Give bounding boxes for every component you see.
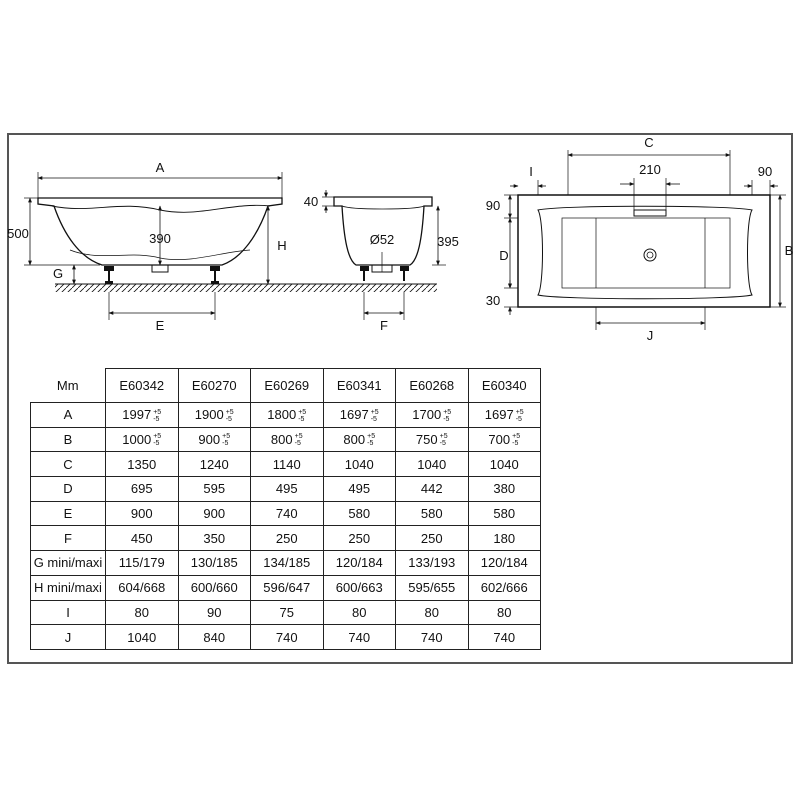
table-cell xyxy=(468,501,541,526)
dim-label-90-left: 90 xyxy=(485,198,501,213)
table-cell xyxy=(106,403,179,428)
cell-value: 80 xyxy=(352,604,367,620)
cell-value: 133/193 xyxy=(408,555,456,571)
table-cell xyxy=(396,526,469,551)
table-row xyxy=(31,600,541,625)
cell-value: 80 xyxy=(424,604,439,620)
cell-value: 580 xyxy=(348,506,371,522)
row-label: J xyxy=(31,625,106,650)
dim-label-A: A xyxy=(155,160,165,175)
cell-value: 604/668 xyxy=(118,580,166,596)
cell-value: 740 xyxy=(275,506,298,522)
tolerance-minus: -5 xyxy=(225,415,232,423)
tolerance-plus: +5 xyxy=(370,408,379,416)
tolerance-plus: +5 xyxy=(298,408,307,416)
tolerance-label xyxy=(516,409,524,423)
dim-label-40: 40 xyxy=(303,194,319,209)
cell-value: 1997 xyxy=(122,407,152,423)
table-cell xyxy=(396,477,469,502)
cell-value: 250 xyxy=(275,530,298,546)
tolerance-minus: -5 xyxy=(294,440,301,448)
table-cell xyxy=(106,477,179,502)
table-cell xyxy=(396,501,469,526)
dim-label-F: F xyxy=(380,318,388,333)
table-cell xyxy=(251,575,324,600)
side-view-short xyxy=(304,190,459,333)
table-cell xyxy=(251,625,324,650)
dim-label-D: D xyxy=(499,248,509,263)
tolerance-plus: +5 xyxy=(225,408,234,416)
table-cell xyxy=(178,625,251,650)
drain-icon xyxy=(644,249,656,261)
model-header: E60342 xyxy=(106,369,179,403)
tolerance-label xyxy=(443,409,451,423)
cell-value: 580 xyxy=(493,506,516,522)
cell-value: 740 xyxy=(348,629,371,645)
tolerance-label xyxy=(226,409,234,423)
table-cell xyxy=(396,600,469,625)
dim-label-390: 390 xyxy=(149,231,171,246)
table-cell xyxy=(323,477,396,502)
table-row xyxy=(31,477,541,502)
cell-value: 580 xyxy=(420,506,443,522)
tolerance-plus: +5 xyxy=(512,433,521,441)
table-cell xyxy=(106,625,179,650)
table-cell xyxy=(396,625,469,650)
tolerance-plus: +5 xyxy=(294,433,303,441)
table-cell xyxy=(396,551,469,576)
model-header: E60269 xyxy=(251,369,324,403)
table-cell xyxy=(323,625,396,650)
table-cell xyxy=(468,526,541,551)
tolerance-plus: +5 xyxy=(222,433,231,441)
cell-value: 1040 xyxy=(344,456,374,472)
top-view xyxy=(486,135,794,343)
table-cell xyxy=(251,427,324,452)
cell-value: 115/179 xyxy=(118,555,165,571)
table-cell xyxy=(468,625,541,650)
table-header-row xyxy=(31,369,541,403)
tolerance-plus: +5 xyxy=(515,408,524,416)
cell-value: 900 xyxy=(198,431,221,447)
cell-value: 600/663 xyxy=(335,580,383,596)
cell-value: 602/666 xyxy=(480,580,528,596)
cell-value: 1697 xyxy=(484,407,514,423)
cell-value: 1350 xyxy=(127,456,157,472)
cell-value: 900 xyxy=(130,506,153,522)
tolerance-minus: -5 xyxy=(153,440,160,448)
dim-label-90-right: 90 xyxy=(757,164,773,179)
table-cell xyxy=(106,526,179,551)
row-label: F xyxy=(31,526,106,551)
table-cell xyxy=(396,452,469,477)
tolerance-minus: -5 xyxy=(512,440,519,448)
cell-value: 1040 xyxy=(489,456,519,472)
table-cell xyxy=(468,427,541,452)
dim-label-B: B xyxy=(784,243,794,258)
cell-value: 800 xyxy=(270,431,293,447)
cell-value: 1697 xyxy=(339,407,369,423)
tolerance-minus: -5 xyxy=(298,415,305,423)
table-cell xyxy=(178,551,251,576)
tolerance-minus: -5 xyxy=(222,440,229,448)
dim-label-J: J xyxy=(646,328,654,343)
cell-value: 250 xyxy=(420,530,443,546)
table-cell xyxy=(106,551,179,576)
model-header: E60268 xyxy=(396,369,469,403)
table-row xyxy=(31,625,541,650)
tolerance-plus: +5 xyxy=(367,433,376,441)
table-cell xyxy=(178,600,251,625)
table-cell xyxy=(323,575,396,600)
table-row xyxy=(31,403,541,428)
table-cell xyxy=(468,600,541,625)
dim-label-E: E xyxy=(155,318,165,333)
table-cell xyxy=(251,452,324,477)
cell-value: 130/185 xyxy=(190,555,238,571)
cell-value: 600/660 xyxy=(190,580,238,596)
table-row xyxy=(31,526,541,551)
table-cell xyxy=(468,575,541,600)
cell-value: 700 xyxy=(488,431,511,447)
dim-label-I: I xyxy=(529,164,533,179)
cell-value: 380 xyxy=(493,481,516,497)
dim-label-210: 210 xyxy=(639,162,661,177)
cell-value: 1900 xyxy=(194,407,224,423)
cell-value: 695 xyxy=(130,481,153,497)
row-label: H mini/maxi xyxy=(31,575,106,600)
cell-value: 134/185 xyxy=(263,555,311,571)
table-cell xyxy=(323,452,396,477)
tolerance-minus: -5 xyxy=(370,415,377,423)
table-cell xyxy=(396,403,469,428)
floor-hatch xyxy=(55,284,437,292)
row-label: D xyxy=(31,477,106,502)
table-cell xyxy=(396,575,469,600)
bathtub-feet xyxy=(104,266,220,284)
tolerance-minus: -5 xyxy=(515,415,522,423)
row-label: E xyxy=(31,501,106,526)
table-cell xyxy=(468,551,541,576)
table-cell xyxy=(251,477,324,502)
table-cell xyxy=(106,452,179,477)
table-row xyxy=(31,427,541,452)
tolerance-label xyxy=(153,433,161,447)
cell-value: 1000 xyxy=(122,431,152,447)
cell-value: 750 xyxy=(415,431,438,447)
tolerance-label xyxy=(222,433,230,447)
tolerance-plus: +5 xyxy=(439,433,448,441)
table-cell xyxy=(178,526,251,551)
cell-value: 495 xyxy=(275,481,298,497)
tolerance-label xyxy=(371,409,379,423)
dimensions-table xyxy=(30,368,541,650)
cell-value: 840 xyxy=(203,629,226,645)
table-cell xyxy=(468,403,541,428)
bathtub-top-outline xyxy=(518,195,770,307)
dim-label-H: H xyxy=(277,238,287,253)
cell-value: 740 xyxy=(275,629,298,645)
cell-value: 596/647 xyxy=(263,580,311,596)
cell-value: 1140 xyxy=(272,456,301,472)
cell-value: 442 xyxy=(420,481,443,497)
cell-value: 900 xyxy=(203,506,226,522)
table-cell xyxy=(106,575,179,600)
table-cell xyxy=(178,575,251,600)
cell-value: 180 xyxy=(493,530,516,546)
table-cell xyxy=(468,452,541,477)
tolerance-label xyxy=(367,433,375,447)
cell-value: 595/655 xyxy=(408,580,456,596)
row-label: C xyxy=(31,452,106,477)
tolerance-minus: -5 xyxy=(153,415,160,423)
table-row xyxy=(31,575,541,600)
table-cell xyxy=(468,477,541,502)
tolerance-label xyxy=(512,433,520,447)
table-cell xyxy=(323,600,396,625)
cell-value: 1240 xyxy=(199,456,229,472)
dim-label-30: 30 xyxy=(485,293,501,308)
table-cell xyxy=(323,551,396,576)
table-cell xyxy=(251,600,324,625)
table-corner-label: Mm xyxy=(31,369,106,403)
tolerance-label xyxy=(153,409,161,423)
table-cell xyxy=(323,501,396,526)
dim-label-diameter: Ø52 xyxy=(369,232,395,247)
cell-value: 495 xyxy=(348,481,371,497)
model-header: E60340 xyxy=(468,369,541,403)
cell-value: 120/184 xyxy=(335,555,383,571)
table-cell xyxy=(251,403,324,428)
model-header: E60270 xyxy=(178,369,251,403)
bathtub-feet-short xyxy=(360,266,409,281)
table-cell xyxy=(251,526,324,551)
tolerance-label xyxy=(440,433,448,447)
dim-label-395: 395 xyxy=(437,234,459,249)
cell-value: 80 xyxy=(497,604,512,620)
overflow-icon xyxy=(634,210,666,216)
cell-value: 350 xyxy=(203,530,226,546)
cell-value: 800 xyxy=(343,431,366,447)
cell-value: 90 xyxy=(207,604,222,620)
cell-value: 1040 xyxy=(127,629,157,645)
table-row xyxy=(31,501,541,526)
cell-value: 1800 xyxy=(267,407,297,423)
table-cell xyxy=(323,526,396,551)
dim-label-500: 500 xyxy=(7,226,29,241)
cell-value: 1700 xyxy=(412,407,442,423)
table-cell xyxy=(106,600,179,625)
table-row xyxy=(31,452,541,477)
tolerance-label xyxy=(298,409,306,423)
table-cell xyxy=(106,427,179,452)
cell-value: 450 xyxy=(130,530,153,546)
cell-value: 1040 xyxy=(417,456,447,472)
table-cell xyxy=(251,551,324,576)
table-cell xyxy=(178,427,251,452)
dim-label-G: G xyxy=(52,266,64,281)
cell-value: 740 xyxy=(420,629,443,645)
table-cell xyxy=(178,403,251,428)
dim-label-C: C xyxy=(644,135,654,150)
table-cell xyxy=(323,427,396,452)
tolerance-plus: +5 xyxy=(443,408,452,416)
cell-value: 595 xyxy=(203,481,226,497)
table-cell xyxy=(323,403,396,428)
tolerance-plus: +5 xyxy=(153,408,162,416)
table-cell xyxy=(178,477,251,502)
row-label: G mini/maxi xyxy=(31,551,106,576)
table-cell xyxy=(178,452,251,477)
tolerance-plus: +5 xyxy=(153,433,162,441)
cell-value: 250 xyxy=(348,530,371,546)
model-header: E60341 xyxy=(323,369,396,403)
tolerance-minus: -5 xyxy=(367,440,374,448)
row-label: A xyxy=(31,403,106,428)
cell-value: 120/184 xyxy=(480,555,528,571)
tolerance-minus: -5 xyxy=(439,440,446,448)
row-label: I xyxy=(31,600,106,625)
cell-value: 75 xyxy=(279,604,294,620)
table-cell xyxy=(251,501,324,526)
row-label: B xyxy=(31,427,106,452)
cell-value: 740 xyxy=(493,629,516,645)
table-cell xyxy=(178,501,251,526)
table-row xyxy=(31,551,541,576)
table-cell xyxy=(106,501,179,526)
table-cell xyxy=(396,427,469,452)
tolerance-label xyxy=(295,433,303,447)
cell-value: 80 xyxy=(134,604,149,620)
tolerance-minus: -5 xyxy=(443,415,450,423)
